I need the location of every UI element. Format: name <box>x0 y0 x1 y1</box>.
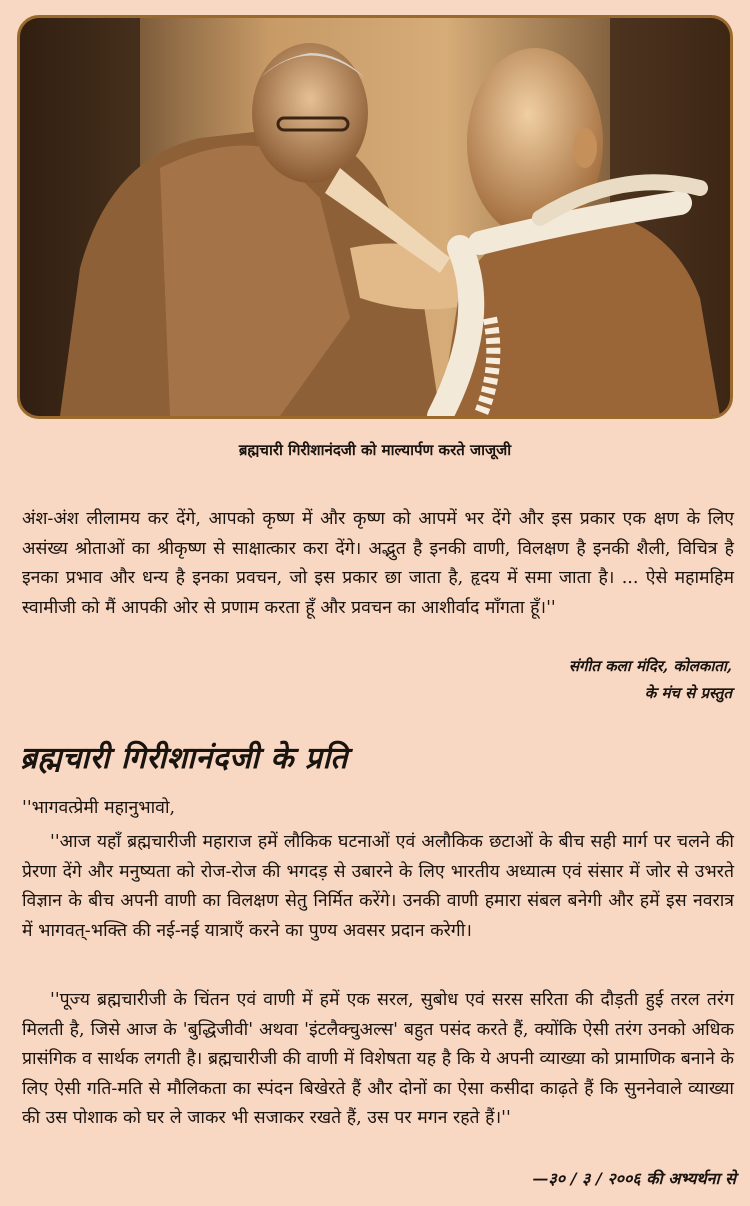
photo-caption: ब्रह्मचारी गिरीशानंदजी को माल्यार्पण करते जाजूजी <box>238 441 512 459</box>
body-paragraph: ''पूज्य ब्रह्मचारीजी के चिंतन एवं वाणी में हमें एक सरल, सुबोध एवं सरस सरिता की दौड़ती हुई तरल तरंग मिलती है, जिसे आज के 'बुद्धिजीवी' अथवा 'इंटलैक्चुअल्स' बहुत पसंद करते हैं, क्योंकि ऐसी तरंग उनको अधिक प्रासंगिक व सार्थक लगती है। ब्रह्मचारीजी की वाणी में विशेषता यह है कि ये अपनी व्याख्या को प्रामाणिक बनाने के लिए ऐसी गति-मति से मौलिकता का स्पंदन बिखेरते हैं और दोनों का ऐसा कसीदा काढ़ते हैं कि सुननेवाले व्याख्या की उस पोशाक को घर ले जाकर भी सजाकर रखते हैं, उस पर मगन रहते हैं।'' <box>22 990 734 1128</box>
speech-paragraph: अंश-अंश लीलामय कर देंगे, आपको कृष्ण में और कृष्ण को आपमें भर देंगे और इस प्रकार एक क्षण के लिए असंख्य श्रोताओं का श्रीकृष्ण से साक्षात्कार करा देंगे। अद्भुत है इनकी वाणी, विलक्षण है इनकी शैली, विचित्र है इनका प्रभाव और धन्य है इनका प्रवचन, जो इस प्रकार छा जाता है, हृदय में समा जाता है। ... ऐसे महामहिम स्वामीजी को मैं आपकी ओर से प्रणाम करता हूँ और प्रवचन का आशीर्वाद माँगता हूँ।'' <box>22 509 734 618</box>
body-paragraph: ''आज यहाँ ब्रह्मचारीजी महाराज हमें लौकिक घटनाओं एवं अलौकिक छटाओं के बीच सही मार्ग पर चलने की प्रेरणा देंगे और मनुष्यता को रोज-रोज की भगदड़ से उबारने के लिए भारतीय अध्यात्म एवं संसार में जोर से उभरते विज्ञान के बीच अपनी वाणी का विलक्षण सेतु निर्मित करेंगे। उनकी वाणी हमारा संबल बनेगी और हमें इस नवरात्र में भागवत्-भक्ति की नई-नई यात्राएँ करने का पुण्य अवसर प्रदान करेगी। <box>22 832 734 941</box>
attribution-stage: के मंच से प्रस्तुत <box>644 684 732 702</box>
photo-garlanding <box>17 15 733 419</box>
salutation: ''भागवत्प्रेमी महानुभावो, <box>22 798 176 818</box>
date-attribution: —३० / ३ / २००६ की अभ्यर्थना से <box>532 1169 736 1188</box>
section-heading: ब्रह्मचारी गिरीशानंदजी के प्रति <box>20 741 348 776</box>
attribution-venue: संगीत कला मंदिर, कोलकाता, <box>568 657 732 675</box>
sepia-photograph <box>20 18 730 416</box>
